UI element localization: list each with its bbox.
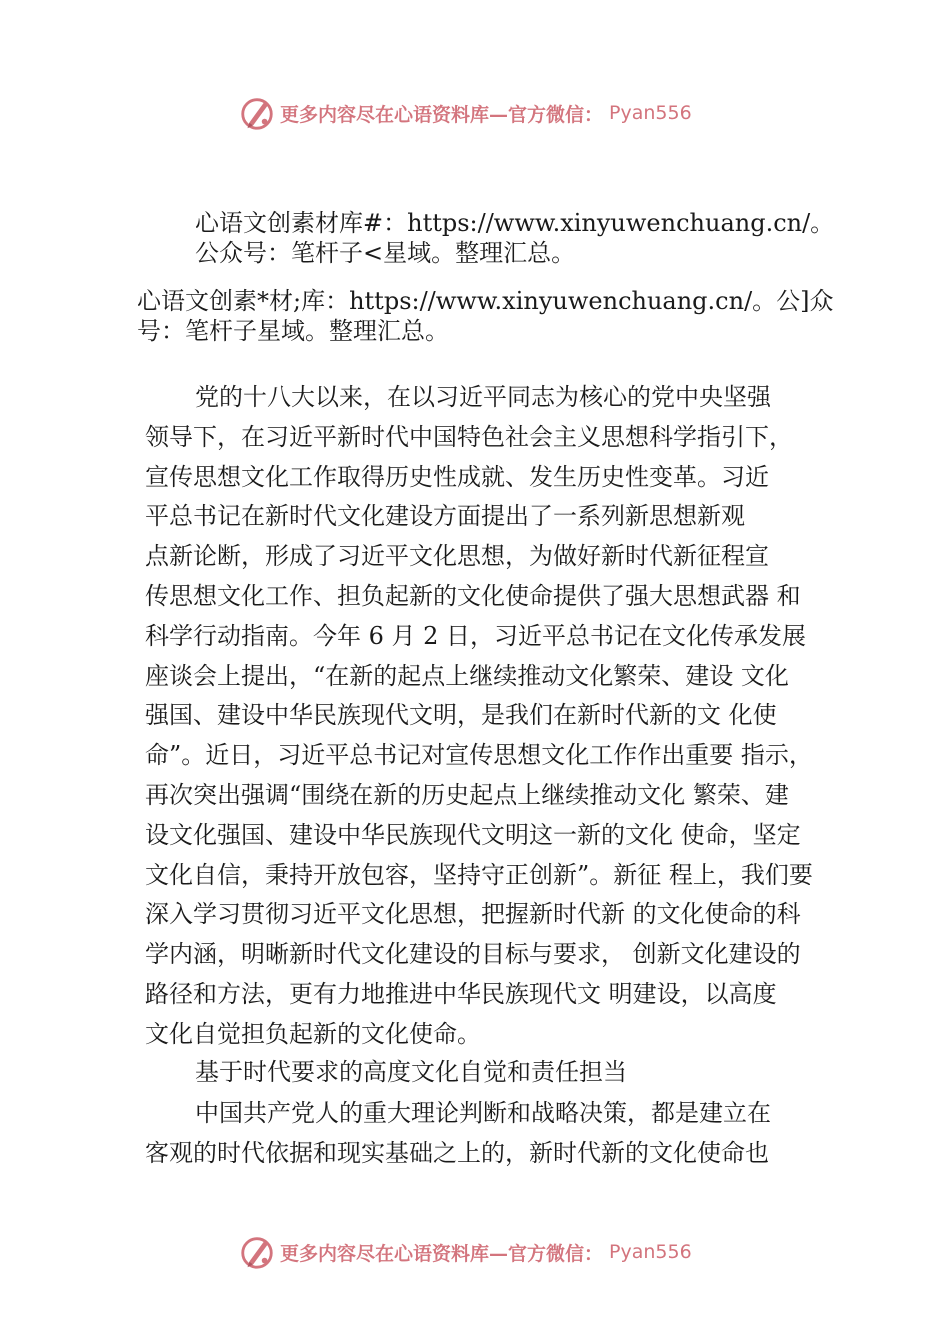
banner-main-text: 更多内容尽在心语资料库—官方微信： (280, 103, 604, 126)
article-paragraph-2 (145, 1094, 835, 1174)
paragraph-line: 点新论断，形成了习近平文化思想，为做好新时代新征程宣 (145, 542, 769, 571)
paragraph-line: 路径和方法，更有力地推进中华民族现代文 明建设，以高度 (145, 979, 777, 1008)
paragraph-line: 命”。近日，习近平总书记对宣传思想文化工作作出重要 指示， (145, 741, 813, 770)
paragraph-line: 传思想文化工作、担负起新的文化使命提供了强大思想武器 和 (145, 581, 801, 610)
paragraph-line: 设文化强国、建设中华民族现代文明这一新的文化 使命，坚定 (145, 820, 801, 849)
pen-logo-icon (238, 94, 276, 132)
pen-logo-icon (238, 1233, 276, 1271)
paragraph-line: 再次突出强调“围绕在新的历史起点上继续推动文化 繁荣、建 (145, 780, 789, 809)
paragraph-line: 科学行动指南。今年 6 月 2 日，习近平总书记在文化传承发展 (145, 621, 807, 650)
source-note-1-line2: 公众号：笔杆子<星域。整理汇总。 (195, 239, 576, 267)
paragraph-line: 平总书记在新时代文化建设方面提出了一系列新思想新观 (145, 502, 745, 531)
banner-main-text: 更多内容尽在心语资料库—官方微信： (280, 1242, 604, 1265)
banner-wechat-id: Pyan556 (609, 102, 692, 124)
paragraph-line: 文化自觉担负起新的文化使命。 (145, 1019, 481, 1048)
paragraph-line: 座谈会上提出，“在新的起点上继续推动文化繁荣、建设 文化 (145, 661, 789, 690)
paragraph-line: 中国共产党人的重大理论判断和战略决策，都是建立在 (195, 1099, 771, 1127)
article-paragraph-1 (145, 378, 835, 1055)
footer-banner (238, 1232, 692, 1272)
paragraph-line: 宣传思想文化工作取得历史性成就、发生历史性变革。习近 (145, 462, 769, 491)
source-note-1-line1: 心语文创素材库#：https://www.xinyuwenchuang.cn/。 (195, 209, 835, 237)
paragraph-line: 领导下，在习近平新时代中国特色社会主义思想科学指引下， (145, 422, 793, 451)
section-heading: 基于时代要求的高度文化自觉和责任担当 (195, 1058, 627, 1086)
paragraph-line: 党的十八大以来，在以习近平同志为核心的党中央坚强 (195, 383, 771, 411)
paragraph-line: 文化自信，秉持开放包容，坚持守正创新”。新征 程上，我们要 (145, 860, 813, 889)
paragraph-line: 强国、建设中华民族现代文明，是我们在新时代新的文 化使 (145, 701, 777, 730)
banner-wechat-id: Pyan556 (609, 1241, 692, 1263)
source-note-1 (195, 208, 834, 268)
source-note-2-line2: 号：笔杆子星域。整理汇总。 (137, 317, 449, 345)
source-note-2 (137, 286, 834, 346)
paragraph-line: 学内涵，明晰新时代文化建设的目标与要求， 创新文化建设的 (145, 940, 801, 969)
header-banner (238, 93, 692, 133)
paragraph-line: 深入学习贯彻习近平文化思想，把握新时代新 的文化使命的科 (145, 900, 801, 929)
source-note-2-line1: 心语文创素*材;库：https://www.xinyuwenchuang.cn/。公]众 (137, 287, 834, 315)
paragraph-line: 客观的时代依据和现实基础之上的，新时代新的文化使命也 (145, 1138, 769, 1167)
